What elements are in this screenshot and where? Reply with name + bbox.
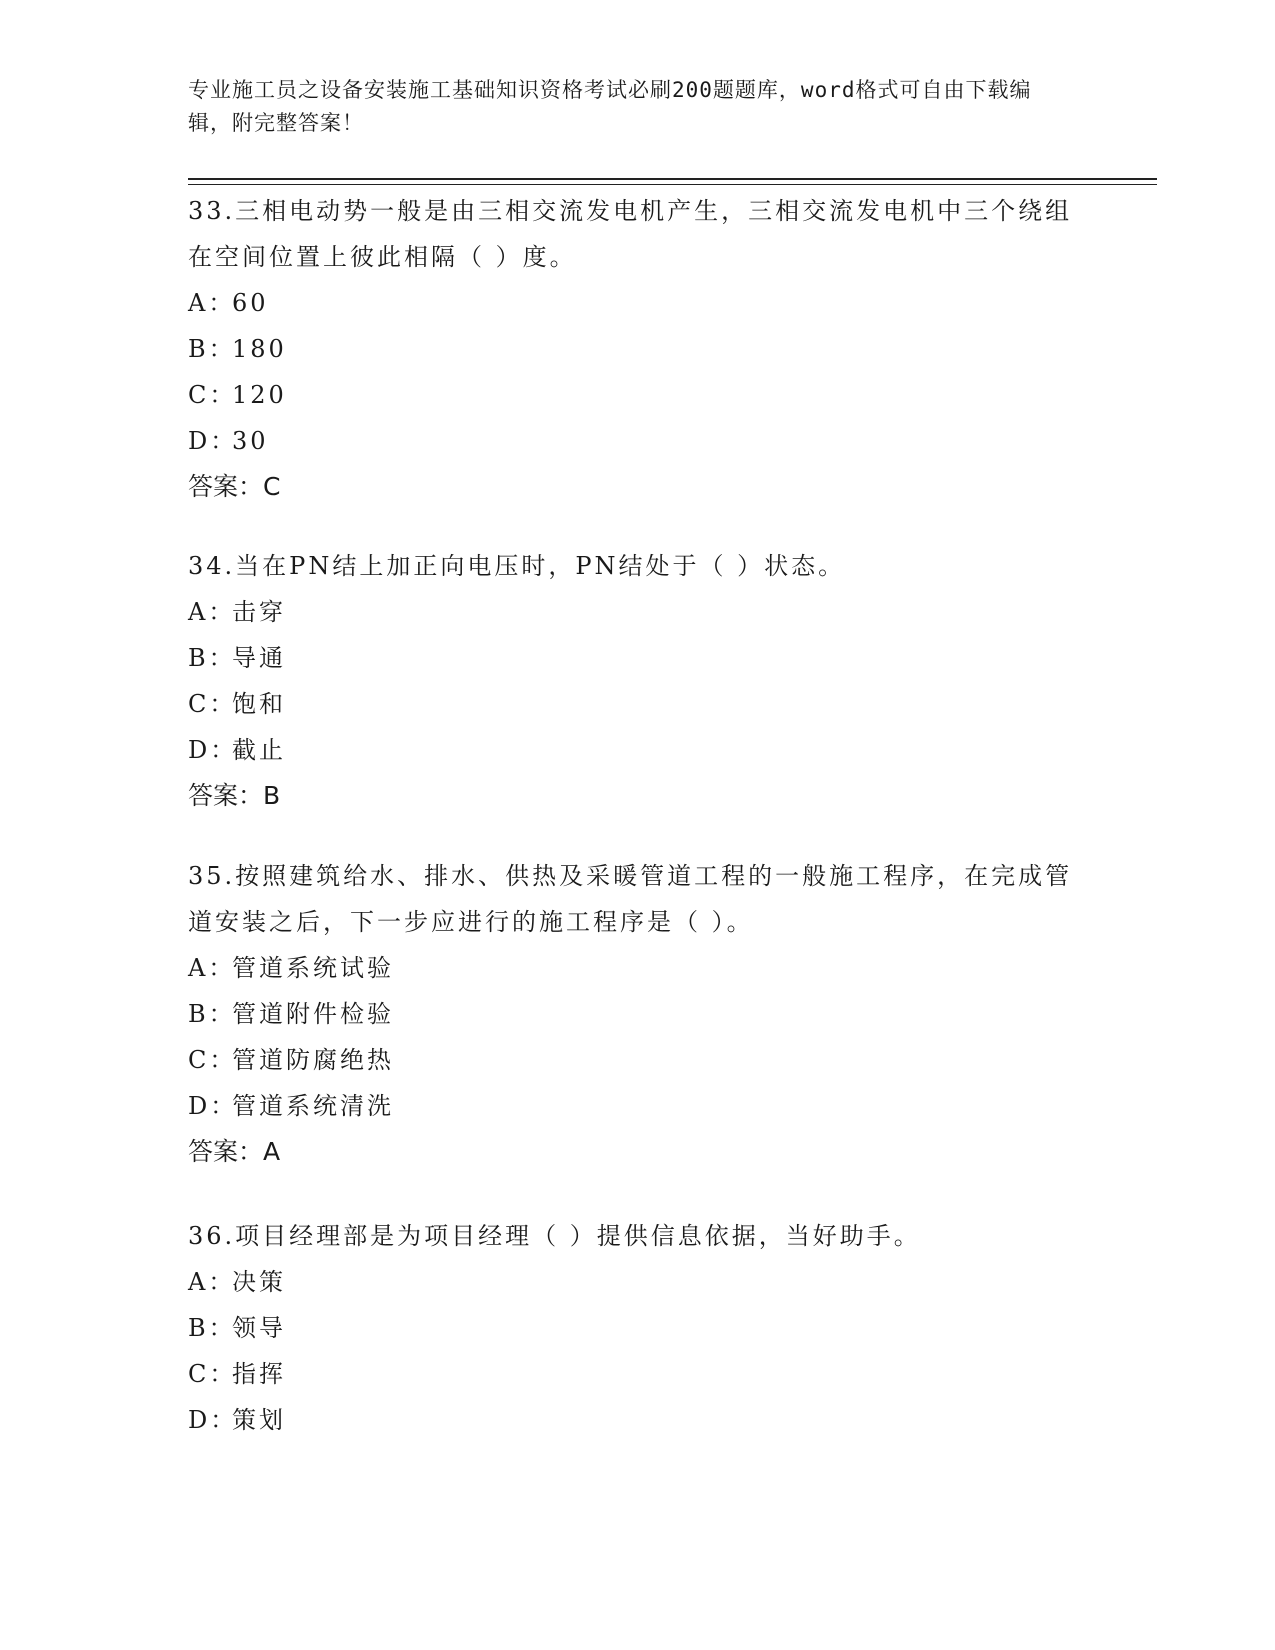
document-header: 专业施工员之设备安装施工基础知识资格考试必刷200题题库，word格式可自由下载编辑，附完整答案！ bbox=[188, 78, 1032, 135]
option-a bbox=[188, 589, 1088, 635]
option-text: 击穿 bbox=[232, 598, 286, 626]
option-text: 管道系统试验 bbox=[232, 954, 394, 982]
option-b bbox=[188, 635, 1088, 681]
option-text: 决策 bbox=[232, 1268, 286, 1296]
option-letter: B： bbox=[188, 1000, 236, 1028]
option-text: 策划 bbox=[232, 1406, 286, 1434]
option-letter: D： bbox=[188, 1406, 238, 1434]
option-letter: D： bbox=[188, 1092, 238, 1120]
question-stem: 36.项目经理部是为项目经理（ ）提供信息依据，当好助手。 bbox=[188, 1222, 921, 1250]
option-c bbox=[188, 372, 1088, 418]
option-a bbox=[188, 945, 1088, 991]
option-letter: B： bbox=[188, 335, 236, 363]
option-c bbox=[188, 681, 1088, 727]
question-stem: 34.当在PN结上加正向电压时，PN结处于（ ）状态。 bbox=[188, 552, 846, 580]
option-c bbox=[188, 1351, 1088, 1397]
option-letter: A： bbox=[188, 289, 236, 317]
option-text: 180 bbox=[232, 335, 287, 363]
answer-line: 答案：C bbox=[188, 472, 281, 501]
option-letter: C： bbox=[188, 690, 237, 718]
option-text: 导通 bbox=[232, 644, 286, 672]
option-letter: A： bbox=[188, 598, 236, 626]
option-text: 领导 bbox=[232, 1314, 286, 1342]
answer-line: 答案：A bbox=[188, 1137, 281, 1166]
question-stem: 33.三相电动势一般是由三相交流发电机产生，三相交流发电机中三个绕组在空间位置上彼此相隔（ ）度。 bbox=[188, 197, 1073, 271]
header-rule-thin bbox=[188, 184, 1157, 185]
option-letter: C： bbox=[188, 1360, 237, 1388]
option-text: 饱和 bbox=[232, 690, 286, 718]
question-35 bbox=[188, 853, 1088, 1175]
option-letter: A： bbox=[188, 1268, 236, 1296]
option-d bbox=[188, 1397, 1088, 1443]
option-letter: D： bbox=[188, 427, 238, 455]
option-b bbox=[188, 326, 1088, 372]
question-33 bbox=[188, 188, 1088, 510]
option-d bbox=[188, 418, 1088, 464]
question-34 bbox=[188, 543, 1088, 819]
option-b bbox=[188, 991, 1088, 1037]
option-letter: C： bbox=[188, 1046, 237, 1074]
option-text: 管道防腐绝热 bbox=[232, 1046, 394, 1074]
option-a bbox=[188, 1259, 1088, 1305]
option-letter: A： bbox=[188, 954, 236, 982]
option-text: 管道系统清洗 bbox=[232, 1092, 394, 1120]
answer-line: 答案：B bbox=[188, 781, 281, 810]
option-d bbox=[188, 1083, 1088, 1129]
option-text: 截止 bbox=[232, 736, 286, 764]
option-text: 管道附件检验 bbox=[232, 1000, 394, 1028]
option-text: 120 bbox=[232, 381, 287, 409]
option-letter: D： bbox=[188, 736, 238, 764]
option-text: 60 bbox=[232, 289, 269, 317]
option-letter: B： bbox=[188, 1314, 236, 1342]
option-letter: C： bbox=[188, 381, 237, 409]
option-letter: B： bbox=[188, 644, 236, 672]
header-rule-thick bbox=[188, 178, 1157, 180]
option-text: 30 bbox=[232, 427, 269, 455]
option-text: 指挥 bbox=[232, 1360, 286, 1388]
option-a bbox=[188, 280, 1088, 326]
option-b bbox=[188, 1305, 1088, 1351]
option-c bbox=[188, 1037, 1088, 1083]
option-d bbox=[188, 727, 1088, 773]
question-36 bbox=[188, 1213, 1088, 1443]
question-stem: 35.按照建筑给水、排水、供热及采暖管道工程的一般施工程序，在完成管道安装之后，下一步应进行的施工程序是（ ）。 bbox=[188, 862, 1073, 936]
